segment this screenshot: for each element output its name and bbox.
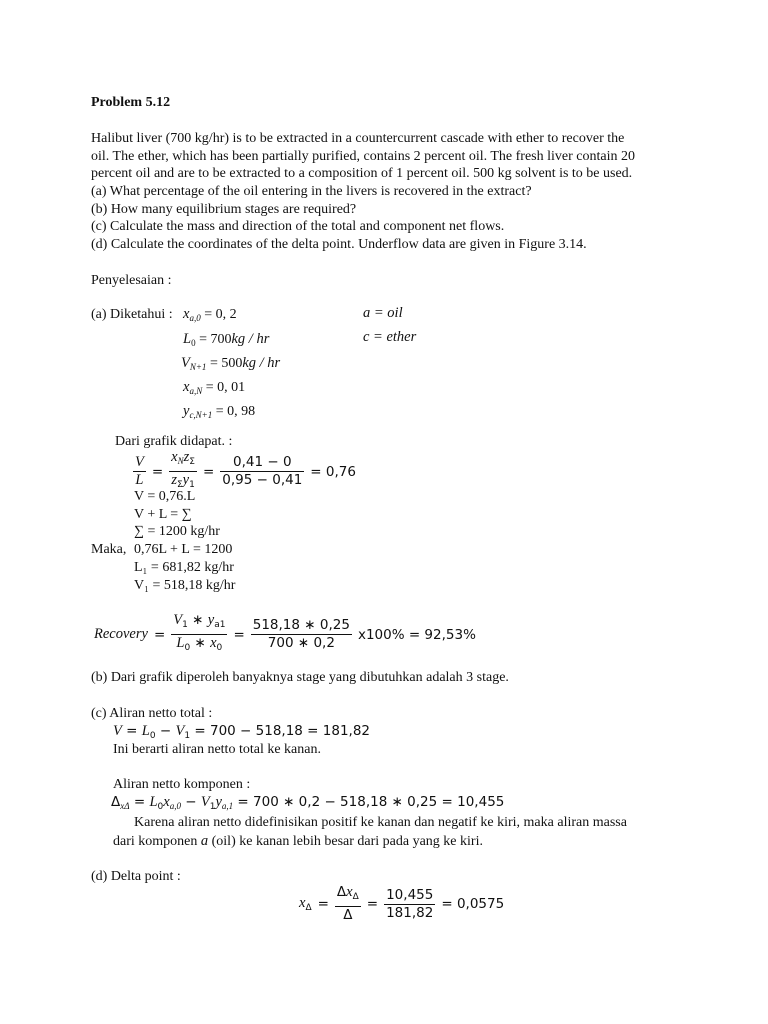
- maka-label: Maka,: [91, 542, 127, 557]
- part-b-answer: (b) Dari grafik diperoleh banyaknya stage yang dibutuhkan adalah 3 stage.: [91, 670, 509, 685]
- statement-line: percent oil and are to be extracted to a composition of 1 percent oil. 500 kg solvent is to be used.: [91, 166, 633, 181]
- legend-c: c = ether: [363, 329, 417, 345]
- net-total-note: Ini berarti aliran netto total ke kanan.: [113, 742, 321, 757]
- explanation-line-1: Karena aliran netto didefinisikan positif ke kanan dan negatif ke kiri, maka aliran massa: [134, 815, 627, 830]
- V1-line: V₁ = 518,18 kg/hr: [134, 578, 236, 593]
- line-sum: V + L = ∑: [134, 507, 192, 522]
- ratio-equation: $\frac{V}{L}$ = $\frac{x_Nz_\Sigma}{z_\Sigma y_1}$ = $\frac{0,41 - 0}{0,95 - 0,41}$ = 0,76: [135, 449, 356, 490]
- recovery-equation: Recovery = $\frac{V_1 ∗ y_{a1}}{L_0 ∗ x_0}$ = $\frac{518,18 ∗ 0,25}{700 ∗ 0,2}$ x100% = 92,53%: [94, 612, 476, 653]
- L1-line: L₁ = 681,82 kg/hr: [134, 560, 234, 575]
- graph-line: Dari grafik didapat. :: [115, 434, 233, 449]
- question-d: (d) Calculate the coordinates of the delta point. Underflow data are given in Figure 3.14.: [91, 237, 587, 252]
- given-ycN1: $y_{c,N+1} = 0$, 98: [183, 403, 256, 420]
- maka-line: 0,76L + L = 1200: [134, 542, 233, 557]
- question-b: (b) How many equilibrium stages are required?: [91, 202, 357, 217]
- given-VN1: $V_{N+1} = 500kg$ / hr: [181, 355, 281, 372]
- given-L0: $L_0 = 700kg$ / hr: [183, 331, 270, 348]
- net-component-equation: $\Delta_{x\Delta} = L_0x_{a,0} - V_1y_{a,1} = 700$ ∗ 0,2 − 518,18 ∗ 0,25 = 10,455: [111, 794, 505, 812]
- question-a: (a) What percentage of the oil entering in the livers is recovered in the extract?: [91, 184, 532, 199]
- part-d-label: (d) Delta point :: [91, 869, 181, 884]
- net-total-equation: $V = L_0 - V_1 = 700 - 518,18 = 181,82$: [113, 723, 371, 741]
- problem-title: Problem 5.12: [91, 95, 171, 110]
- given-xaN: $x_{a,N} = 0$, 01: [183, 379, 246, 396]
- component-label: Aliran netto komponen :: [113, 777, 251, 792]
- delta-point-equation: $x_\Delta$ = $\frac{\Delta x_\Delta}{\Delta}$ = $\frac{10,455}{181,82}$ = 0,0575: [299, 884, 505, 923]
- part-c-label: (c) Aliran netto total :: [91, 706, 213, 721]
- part-a-label: (a) Diketahui :: [91, 307, 173, 322]
- given-xa0: $x_{a,0} = 0$, 2: [183, 306, 237, 323]
- explanation-line-2: dari komponen a (oil) ke kanan lebih besar dari pada yang ke kiri.: [113, 833, 483, 849]
- question-c: (c) Calculate the mass and direction of the total and component net flows.: [91, 219, 505, 234]
- statement-line: oil. The ether, which has been partially purified, contains 2 percent oil. The fresh liver contain 20: [91, 149, 635, 164]
- line-sum-value: ∑ = 1200 kg/hr: [134, 524, 220, 539]
- statement-line: Halibut liver (700 kg/hr) is to be extracted in a countercurrent cascade with ether to recover the: [91, 131, 625, 146]
- solution-heading: Penyelesaian :: [91, 273, 172, 288]
- legend-a: a = oil: [363, 305, 403, 321]
- line-V: V = 0,76.L: [134, 489, 196, 504]
